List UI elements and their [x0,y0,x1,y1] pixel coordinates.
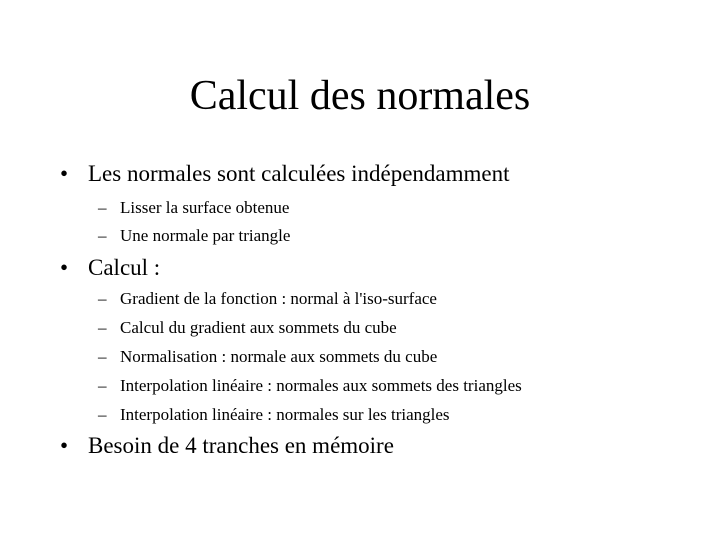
sub-item [98,404,450,426]
sub-item [98,346,438,368]
dash-marker: – [98,347,107,366]
sub-item [98,317,397,339]
sub-item [98,288,437,310]
slide-title: Calcul des normales [189,73,531,119]
sub-item-text: Interpolation linéaire : normales aux sommets des triangles [120,376,522,395]
bullet-marker: • [60,161,69,186]
bullet-text: Les normales sont calculées indépendamment [88,161,510,186]
bullet-marker: • [60,255,69,280]
dash-marker: – [98,376,107,395]
dash-marker: – [98,289,107,308]
sub-item [98,225,291,247]
bullet-item [60,254,160,282]
sub-item-text: Lisser la surface obtenue [120,198,290,217]
sub-item [98,375,522,397]
sub-item-text: Gradient de la fonction : normal à l'iso-surface [120,289,437,308]
bullet-text: Besoin de 4 tranches en mémoire [88,433,394,458]
sub-item-text: Calcul du gradient aux sommets du cube [120,318,397,337]
dash-marker: – [98,318,107,337]
bullet-text: Calcul : [88,255,161,280]
sub-item-text: Normalisation : normale aux sommets du cube [120,347,438,366]
dash-marker: – [98,198,107,217]
sub-item [98,197,290,219]
bullet-item [60,160,510,188]
bullet-marker: • [60,433,69,458]
dash-marker: – [98,405,107,424]
sub-item-text: Une normale par triangle [120,226,291,245]
dash-marker: – [98,226,107,245]
bullet-item [60,432,394,460]
sub-item-text: Interpolation linéaire : normales sur les triangles [120,405,450,424]
